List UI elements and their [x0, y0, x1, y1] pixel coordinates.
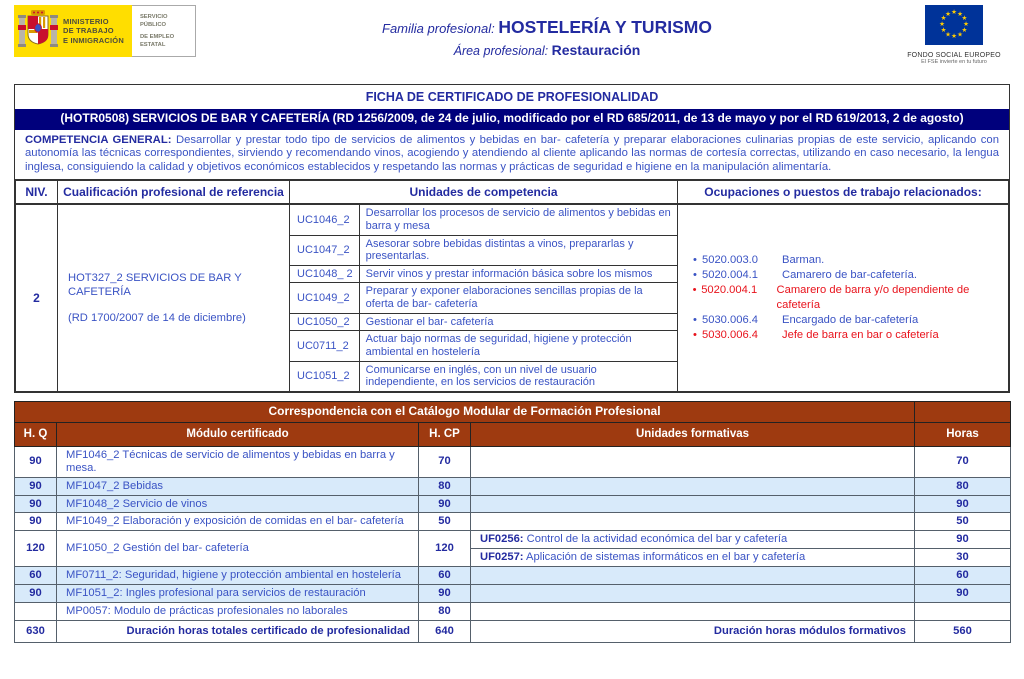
horas-cell: 90	[915, 584, 1011, 602]
module-cell: MF0711_2: Seguridad, higiene y protección ambiental en hostelería	[57, 567, 419, 585]
horas-cell: 30	[915, 549, 1011, 567]
svg-text:★: ★	[945, 30, 951, 39]
occupation-label: Barman.	[782, 253, 825, 266]
ficha-title: FICHA DE CERTIFICADO DE PROFESIONALIDAD	[365, 90, 659, 104]
competencia-text: Desarrollar y prestar todo tipo de servicios de alimentos y bebidas en bar- cafetería y preparar elaboraciones culinarias propias de este servicio, aplicando con autonomía las técnicas correspondientes, sirviendo y recomendando vinos, acogiendo y atendiendo al cliente aplicando las normas de cortesía correctas, utilizando en caso necesario, la lengua inglesa, consiguiendo la calidad y objetivos económicos establecidos y respetando las normas y prácticas de seguridad e higiene en la manipulación alimentaría.	[25, 133, 999, 173]
total-label-certificate: Duración horas totales certificado de profesionalidad	[57, 620, 419, 642]
competencia-paragraph	[15, 130, 1009, 181]
uc-row	[290, 361, 677, 391]
area-label: Área profesional:	[453, 44, 549, 58]
uc-row	[290, 283, 677, 313]
hcp-cell: 60	[419, 567, 471, 585]
ministry-name-line1: MINISTERIO	[63, 16, 109, 26]
uf-cell	[471, 513, 915, 531]
svg-text:★: ★	[951, 32, 957, 41]
uf-cell	[471, 446, 915, 477]
modular-table-title-spacer	[915, 401, 1011, 422]
uf-code: UF0256:	[480, 533, 524, 546]
ministry-name-line3: E INMIGRACIÓN	[63, 35, 124, 45]
uc-code: UC1051_2	[290, 361, 359, 391]
module-row	[15, 567, 1011, 585]
uc-code: UC1046_2	[290, 205, 359, 235]
hcp-cell: 50	[419, 513, 471, 531]
hq-cell: 90	[15, 513, 57, 531]
sepe-box	[132, 5, 196, 57]
competence-units-table	[290, 205, 677, 391]
occupation-item	[688, 313, 1002, 328]
total-hcp: 640	[419, 620, 471, 642]
occupation-item	[688, 253, 1002, 268]
module-cell: MF1048_2 Servicio de vinos	[57, 495, 419, 513]
hq-cell: 60	[15, 567, 57, 585]
uc-desc: Gestionar el bar- cafetería	[359, 313, 677, 331]
qualification-table	[15, 180, 1009, 392]
bullet-icon: •	[693, 253, 697, 266]
hcp-cell: 80	[419, 477, 471, 495]
module-cell: MF1049_2 Elaboración y exposición de comidas en el bar- cafetería	[57, 513, 419, 531]
module-row	[15, 446, 1011, 477]
module-cell: MF1046_2 Técnicas de servicio de alimentos y bebidas en barra y mesa.	[57, 446, 419, 477]
hcp-cell: 70	[419, 446, 471, 477]
uc-desc: Actuar bajo normas de seguridad, higiene y protección ambiental en hostelería	[359, 331, 677, 361]
svg-text:★: ★	[961, 26, 968, 35]
competence-units-cell	[290, 204, 678, 391]
header-ocupaciones: Ocupaciones o puestos de trabajo relacionados:	[678, 181, 1009, 205]
header-hcp: H. CP	[419, 422, 471, 446]
spain-coat-of-arms-icon	[18, 8, 58, 54]
occupations-cell	[678, 204, 1009, 391]
occupation-code: 5030.006.4	[702, 329, 758, 342]
ministry-logo	[14, 5, 196, 57]
uc-desc: Desarrollar los procesos de servicio de alimentos y bebidas en barra y mesa	[359, 205, 677, 235]
totals-row	[15, 620, 1011, 642]
uc-desc: Comunicarse en inglés, con un nivel de usuario independiente, en los servicios de restauración	[359, 361, 677, 391]
bullet-icon: •	[693, 314, 697, 327]
modular-table-title: Correspondencia con el Catálogo Modular de Formación Profesional	[15, 401, 915, 422]
hcp-cell: 90	[419, 584, 471, 602]
uc-row	[290, 265, 677, 283]
bullet-icon: •	[693, 268, 697, 281]
hq-cell: 120	[15, 531, 57, 567]
uf-cell	[471, 567, 915, 585]
bullet-icon: •	[692, 283, 697, 296]
module-cell: MP0057: Modulo de prácticas profesionales no laborales	[57, 602, 419, 620]
occupation-code: 5030.006.4	[702, 314, 758, 327]
occupation-item-highlighted	[688, 328, 1002, 343]
horas-cell: 60	[915, 567, 1011, 585]
module-row	[15, 602, 1011, 620]
uc-code: UC1047_2	[290, 235, 359, 265]
svg-text:★: ★	[957, 30, 963, 39]
eu-caption-2: El FSE invierte en tu futuro	[921, 59, 987, 65]
horas-cell: 90	[915, 495, 1011, 513]
hq-cell	[15, 602, 57, 620]
module-row	[15, 513, 1011, 531]
sepe-label-line2: DE EMPLEO ESTATAL	[139, 34, 175, 49]
occupation-label: Camarero de barra y/o dependiente de cafetería	[776, 283, 970, 312]
header-hq: H. Q	[15, 422, 57, 446]
modular-table-header-row	[15, 422, 1011, 446]
svg-text:★: ★	[945, 9, 951, 18]
occupation-code: 5020.003.0	[702, 253, 758, 266]
module-row	[15, 584, 1011, 602]
uf-cell	[471, 549, 915, 567]
uf-cell	[471, 602, 915, 620]
svg-text:★: ★	[940, 26, 947, 35]
uc-code: UC0711_2	[290, 331, 359, 361]
total-hq: 630	[15, 620, 57, 642]
ministry-logo-yellow	[14, 5, 132, 57]
svg-text:★: ★	[963, 20, 969, 29]
occupation-item-highlighted	[688, 283, 1002, 313]
page-header	[0, 0, 1024, 78]
hq-cell: 90	[15, 446, 57, 477]
uc-desc: Servir vinos y prestar información básica sobre los mismos	[359, 265, 677, 283]
module-row-with-uf	[15, 531, 1011, 549]
qualification-rd: (RD 1700/2007 de 14 de diciembre)	[68, 312, 246, 325]
qualification-cell	[58, 204, 290, 391]
uf-cell	[471, 495, 915, 513]
module-row	[15, 495, 1011, 513]
uf-cell	[471, 531, 915, 549]
occupation-code: 5020.004.1	[701, 283, 758, 296]
hq-cell: 90	[15, 495, 57, 513]
uf-text: Aplicación de sistemas informáticos en el bar y cafetería	[523, 551, 806, 564]
uf-cell	[471, 477, 915, 495]
module-row	[15, 477, 1011, 495]
uc-desc: Preparar y exponer elaboraciones sencillas propias de la oferta de bar- cafetería	[359, 283, 677, 313]
occupation-code: 5020.004.1	[702, 268, 758, 281]
header-niv: NIV.	[16, 181, 58, 205]
ministry-name	[63, 17, 124, 45]
header-horas: Horas	[915, 422, 1011, 446]
total-label-modules: Duración horas módulos formativos	[471, 620, 915, 642]
eu-caption-1: FONDO SOCIAL EUROPEO	[907, 52, 1001, 59]
qualification-table-header-row	[16, 181, 1009, 205]
uc-code: UC1048_ 2	[290, 265, 359, 283]
area-value: Restauración	[551, 42, 641, 58]
module-cell: MF1047_2 Bebidas	[57, 477, 419, 495]
uc-code: UC1050_2	[290, 313, 359, 331]
svg-text:★: ★	[951, 8, 957, 17]
competencia-label: COMPETENCIA GENERAL:	[25, 133, 172, 146]
uf-cell	[471, 584, 915, 602]
modular-correspondence-table	[14, 401, 1011, 643]
occupation-item	[688, 268, 1002, 283]
horas-cell: 90	[915, 531, 1011, 549]
familia-label: Familia profesional:	[382, 21, 495, 36]
occupation-label: Camarero de bar-cafetería.	[782, 268, 917, 281]
ficha-box	[14, 84, 1010, 393]
familia-line	[196, 17, 898, 38]
svg-text:★: ★	[957, 9, 963, 18]
svg-text:★: ★	[940, 14, 947, 23]
bullet-icon: •	[693, 329, 697, 342]
header-unidades: Unidades de competencia	[290, 181, 678, 205]
svg-text:★: ★	[939, 20, 945, 29]
uc-row	[290, 205, 677, 235]
ministry-name-line2: DE TRABAJO	[63, 26, 114, 36]
eu-social-fund-block	[898, 3, 1010, 65]
uf-text: Control de la actividad económica del bar y cafetería	[523, 533, 788, 546]
area-line	[196, 42, 898, 58]
qualification-table-body-row	[16, 204, 1009, 391]
hcp-cell: 80	[419, 602, 471, 620]
horas-cell: 80	[915, 477, 1011, 495]
uc-row	[290, 235, 677, 265]
occupation-label: Encargado de bar-cafetería	[782, 314, 919, 327]
hcp-cell: 90	[419, 495, 471, 513]
header-unidades-formativas: Unidades formativas	[471, 422, 915, 446]
header-modulo: Módulo certificado	[57, 422, 419, 446]
uf-code: UF0257:	[480, 551, 524, 564]
sepe-label-line1: SERVICIO PÚBLICO	[139, 13, 168, 28]
certificate-title-bar: (HOTR0508) SERVICIOS DE BAR Y CAFETERÍA (RD 1256/2009, de 24 de julio, modificado por el RD 685/2011, de 13 de mayo y por el RD 619/2013, 2 de agosto)	[15, 109, 1009, 130]
uc-desc: Asesorar sobre bebidas distintas a vinos, prepararlas y presentarlas.	[359, 235, 677, 265]
uc-row	[290, 331, 677, 361]
header-cualificacion: Cualificación profesional de referencia	[58, 181, 290, 205]
niv-value: 2	[16, 204, 58, 391]
hq-cell: 90	[15, 477, 57, 495]
qualification-name: HOT327_2 SERVICIOS DE BAR Y CAFETERÍA	[68, 272, 242, 299]
hq-cell: 90	[15, 584, 57, 602]
eu-flag-icon	[925, 5, 983, 45]
sepe-label	[132, 9, 195, 53]
modular-table-title-row	[15, 401, 1011, 422]
horas-cell	[915, 602, 1011, 620]
horas-cell: 70	[915, 446, 1011, 477]
uc-code: UC1049_2	[290, 283, 359, 313]
familia-value: HOSTELERÍA Y TURISMO	[498, 17, 712, 37]
hcp-cell: 120	[419, 531, 471, 567]
occupation-label: Jefe de barra en bar o cafetería	[782, 329, 939, 342]
professional-family-titles	[196, 3, 898, 58]
total-horas: 560	[915, 620, 1011, 642]
horas-cell: 50	[915, 513, 1011, 531]
module-cell: MF1051_2: Ingles profesional para servicios de restauración	[57, 584, 419, 602]
module-cell: MF1050_2 Gestión del bar- cafetería	[57, 531, 419, 567]
uc-row	[290, 313, 677, 331]
svg-text:★: ★	[961, 14, 968, 23]
